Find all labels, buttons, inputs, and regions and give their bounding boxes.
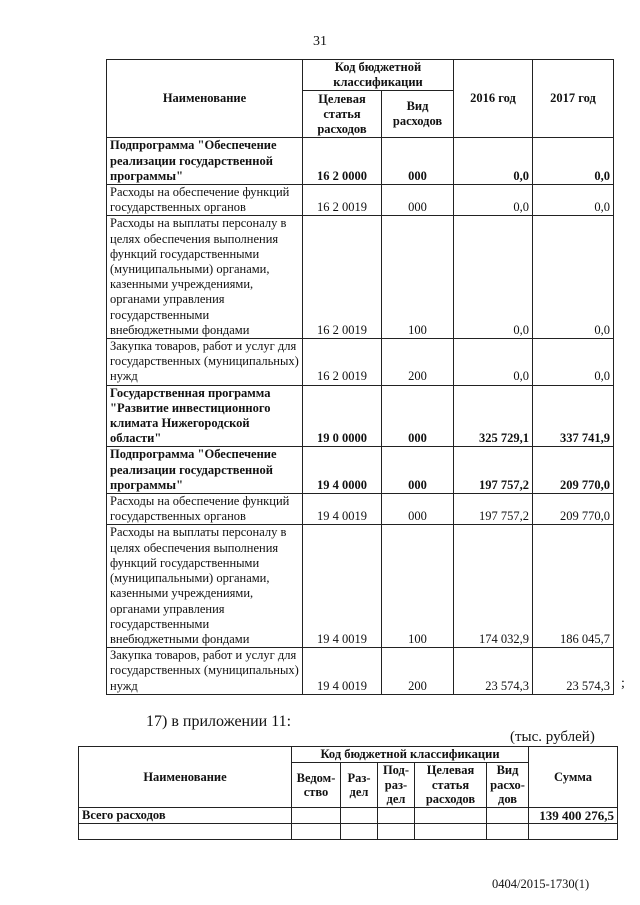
table-row <box>107 494 614 525</box>
table-row <box>107 648 614 695</box>
empty-cell <box>79 824 292 840</box>
header-code-group: Код бюджетной классификации <box>303 60 454 91</box>
budget-table <box>106 59 614 695</box>
row-value-2017: 0,0 <box>533 216 614 339</box>
row-value-2016: 197 757,2 <box>454 494 533 525</box>
row-value-2017: 186 045,7 <box>533 525 614 648</box>
row-value-2016: 197 757,2 <box>454 447 533 494</box>
row-name: Расходы на обеспечение функций государственных органов <box>107 185 303 216</box>
appendix-header-amount: Сумма <box>529 747 618 808</box>
row-target-article: 19 0 0000 <box>303 385 382 447</box>
table-row <box>107 525 614 648</box>
empty-row <box>79 824 618 840</box>
total-section <box>341 808 378 824</box>
appendix-header-department: Ведом-ство <box>292 763 341 808</box>
row-name: Государственная программа "Развитие инвестиционного климата Нижегородской области" <box>107 385 303 447</box>
row-expense-type: 000 <box>382 447 454 494</box>
row-name: Подпрограмма "Обеспечение реализации государственной программы" <box>107 138 303 185</box>
row-value-2017: 209 770,0 <box>533 494 614 525</box>
table-row <box>107 216 614 339</box>
row-expense-type: 100 <box>382 216 454 339</box>
empty-cell <box>415 824 487 840</box>
header-name: Наименование <box>107 60 303 138</box>
table-row <box>107 385 614 447</box>
header-year-2016: 2016 год <box>454 60 533 138</box>
header-target-article: Целевая статья расходов <box>303 91 382 138</box>
row-target-article: 16 2 0000 <box>303 138 382 185</box>
total-amount: 139 400 276,5 <box>529 808 618 824</box>
table-row <box>107 339 614 386</box>
empty-cell <box>341 824 378 840</box>
row-expense-type: 200 <box>382 648 454 695</box>
appendix-11-table <box>78 746 618 840</box>
row-value-2016: 0,0 <box>454 339 533 386</box>
row-name: Закупка товаров, работ и услуг для государственных (муниципальных) нужд <box>107 648 303 695</box>
table-row <box>107 447 614 494</box>
section-label: 17) в приложении 11: <box>146 713 292 730</box>
row-value-2016: 23 574,3 <box>454 648 533 695</box>
row-name: Расходы на выплаты персоналу в целях обеспечения выполнения функций государственными (муниципальными) органами, казенными учреждениями, органами управления государственными внебюджетными фондами <box>107 525 303 648</box>
row-value-2017: 0,0 <box>533 138 614 185</box>
trailing-semicolon: ; <box>621 676 625 691</box>
row-target-article: 16 2 0019 <box>303 339 382 386</box>
row-value-2017: 209 770,0 <box>533 447 614 494</box>
row-target-article: 19 4 0000 <box>303 447 382 494</box>
row-expense-type: 000 <box>382 385 454 447</box>
units-label: (тыс. рублей) <box>510 729 595 745</box>
header-expense-type: Вид расходов <box>382 91 454 138</box>
total-row <box>79 808 618 824</box>
row-expense-type: 100 <box>382 525 454 648</box>
row-target-article: 16 2 0019 <box>303 185 382 216</box>
row-value-2016: 0,0 <box>454 138 533 185</box>
table-row <box>107 185 614 216</box>
total-name: Всего расходов <box>79 808 292 824</box>
appendix-header-expense-type: Вид расхо-дов <box>487 763 529 808</box>
header-year-2017: 2017 год <box>533 60 614 138</box>
row-target-article: 16 2 0019 <box>303 216 382 339</box>
total-expense-type <box>487 808 529 824</box>
appendix-header-section: Раз-дел <box>341 763 378 808</box>
empty-cell <box>487 824 529 840</box>
row-value-2016: 325 729,1 <box>454 385 533 447</box>
empty-cell <box>292 824 341 840</box>
row-target-article: 19 4 0019 <box>303 525 382 648</box>
empty-cell <box>529 824 618 840</box>
appendix-header-subsection: Под-раз-дел <box>378 763 415 808</box>
row-target-article: 19 4 0019 <box>303 648 382 695</box>
row-target-article: 19 4 0019 <box>303 494 382 525</box>
row-value-2016: 0,0 <box>454 185 533 216</box>
row-expense-type: 000 <box>382 494 454 525</box>
document-code: 0404/2015-1730(1) <box>492 877 590 891</box>
row-value-2017: 23 574,3 <box>533 648 614 695</box>
row-value-2016: 174 032,9 <box>454 525 533 648</box>
row-value-2017: 0,0 <box>533 339 614 386</box>
row-value-2017: 0,0 <box>533 185 614 216</box>
appendix-header-name: Наименование <box>79 747 292 808</box>
row-value-2017: 337 741,9 <box>533 385 614 447</box>
table-row <box>107 138 614 185</box>
row-expense-type: 000 <box>382 138 454 185</box>
total-target-article <box>415 808 487 824</box>
row-name: Подпрограмма "Обеспечение реализации государственной программы" <box>107 447 303 494</box>
appendix-header-code-group: Код бюджетной классификации <box>292 747 529 763</box>
row-name: Закупка товаров, работ и услуг для государственных (муниципальных) нужд <box>107 339 303 386</box>
page-number: 31 <box>313 34 327 49</box>
row-value-2016: 0,0 <box>454 216 533 339</box>
appendix-header-target-article: Целевая статья расходов <box>415 763 487 808</box>
row-expense-type: 200 <box>382 339 454 386</box>
row-name: Расходы на обеспечение функций государственных органов <box>107 494 303 525</box>
row-expense-type: 000 <box>382 185 454 216</box>
total-subsection <box>378 808 415 824</box>
total-department <box>292 808 341 824</box>
empty-cell <box>378 824 415 840</box>
row-name: Расходы на выплаты персоналу в целях обеспечения выполнения функций государственными (муниципальными) органами, казенными учреждениями, органами управления государственными внебюджетными фондами <box>107 216 303 339</box>
